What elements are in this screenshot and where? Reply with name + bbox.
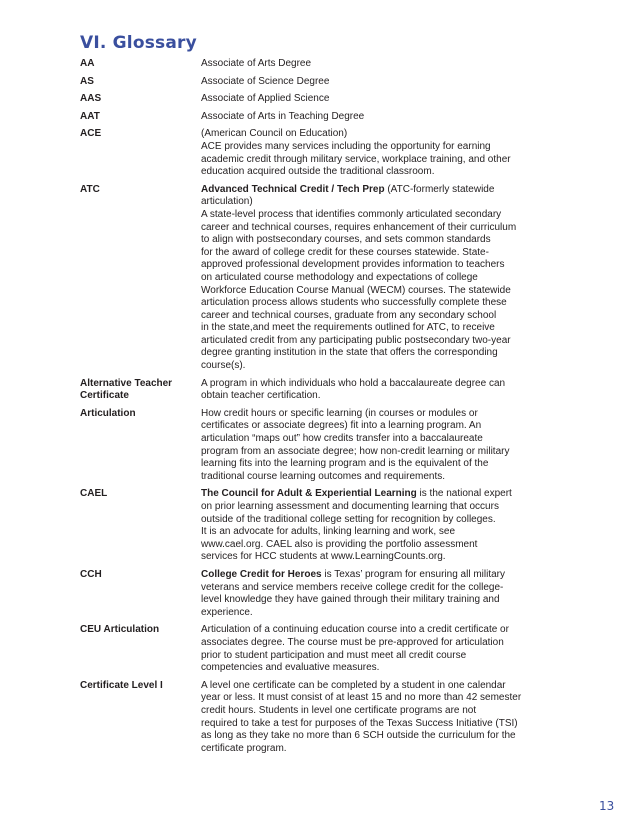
definition-text: career and technical courses, graduate from any secondary school <box>201 309 497 321</box>
definition-text: services for HCC students at www.LearningCounts.org. <box>201 551 446 563</box>
definition-line <box>201 76 560 89</box>
definition-text: level knowledge they have gained through their military training and <box>201 594 500 606</box>
definition-paragraph <box>201 408 560 484</box>
glossary-definition <box>201 58 560 71</box>
definition-text: in the state,and meet the requirements outlined for ATC, to receive <box>201 322 495 334</box>
glossary-entry <box>80 569 560 619</box>
glossary-entry <box>80 184 560 373</box>
definition-line <box>201 322 560 335</box>
definition-paragraph <box>201 624 560 674</box>
definition-paragraph <box>201 141 560 179</box>
definition-text: certificate program. <box>201 742 287 754</box>
glossary-term <box>80 58 201 71</box>
definition-line <box>201 680 560 693</box>
definition-text: prior to student participation and must meet all credit course <box>201 649 467 661</box>
definition-text: is Texas’ program for ensuring all military <box>321 568 505 580</box>
definition-line <box>201 662 560 675</box>
definition-text: on prior learning assessment and documenting learning that occurs <box>201 501 499 512</box>
definition-text: on articulated course methodology and expectations of college <box>201 271 478 283</box>
definition-text: learning fits into the learning program and is the equivalent of the <box>201 458 489 470</box>
term-line: ACE <box>80 128 102 140</box>
glossary-term <box>80 184 201 373</box>
definition-line <box>201 184 560 197</box>
definition-text: veterans and service members receive college credit for the college- <box>201 581 504 593</box>
definition-line <box>201 433 560 446</box>
bold-term-text: College Credit for Heroes <box>201 568 322 580</box>
definition-line <box>201 58 560 71</box>
glossary-entry <box>80 378 560 403</box>
definition-text: It is an advocate for adults, linking learning and work, see <box>201 526 456 538</box>
glossary-entry <box>80 680 560 756</box>
definition-text: www.cael.org. CAEL also is providing the portfolio assessment <box>201 538 478 550</box>
definition-line <box>201 471 560 484</box>
term-line: CAEL <box>80 488 108 500</box>
definition-text: (ATC-formerly statewide <box>384 183 495 195</box>
glossary-entry <box>80 408 560 484</box>
definition-line <box>201 607 560 620</box>
definition-text: certificates or associate degrees) fit into a learning program. An <box>201 420 482 432</box>
definition-line <box>201 128 560 141</box>
definition-line <box>201 624 560 637</box>
definition-text: program from an associate degree; how non-credit learning or military <box>201 445 510 457</box>
glossary-entry <box>80 111 560 124</box>
glossary-term <box>80 488 201 564</box>
definition-text: articulation “maps out” how credits transfer into a baccalaureate <box>201 433 483 445</box>
term-line: Certificate <box>80 390 129 402</box>
definition-line <box>201 347 560 360</box>
definition-text: academic credit through military service, workplace training, and other <box>201 153 511 165</box>
definition-line <box>201 335 560 348</box>
definition-text: Associate of Arts in Teaching Degree <box>201 110 365 122</box>
definition-text: articulated credit from any participating public postsecondary two-year <box>201 334 511 346</box>
definition-line <box>201 446 560 459</box>
definition-line <box>201 222 560 235</box>
definition-line <box>201 360 560 373</box>
glossary-definition <box>201 624 560 674</box>
definition-text: articulation) <box>201 196 253 208</box>
definition-line <box>201 247 560 260</box>
definition-paragraph <box>201 378 560 403</box>
definition-text: Articulation of a continuing education course into a credit certificate or <box>201 624 509 636</box>
definition-text: A level one certificate can be completed by a student in one calendar <box>201 679 506 691</box>
definition-text: year or less. It must consist of at least 15 and no more than 42 semester <box>201 692 522 704</box>
glossary-term <box>80 680 201 756</box>
definition-paragraph <box>201 184 560 209</box>
definition-text: approved professional development provides information to teachers <box>201 259 505 271</box>
definition-line <box>201 285 560 298</box>
definition-line <box>201 408 560 421</box>
definition-line <box>201 594 560 607</box>
term-line: ATC <box>80 183 100 195</box>
definition-text: Associate of Applied Science <box>201 93 330 105</box>
definition-text: competencies and evaluative measures. <box>201 662 380 674</box>
definition-text: A state-level process that identifies commonly articulated secondary <box>201 208 502 220</box>
glossary-list <box>80 58 560 760</box>
definition-line <box>201 420 560 433</box>
definition-text: outside of the traditional college setting for recognition by colleges. <box>201 513 496 525</box>
definition-line <box>201 196 560 209</box>
definition-line <box>201 297 560 310</box>
definition-line <box>201 718 560 731</box>
definition-text: career and technical courses, requires enhancement of their curriculum <box>201 221 517 233</box>
definition-paragraph <box>201 128 560 141</box>
definition-line <box>201 551 560 564</box>
glossary-definition <box>201 128 560 178</box>
definition-text: experience. <box>201 606 253 618</box>
definition-text: articulation process allows students who successfully complete these <box>201 297 507 309</box>
definition-paragraph <box>201 488 560 564</box>
page-number: 13 <box>599 799 615 813</box>
definition-line <box>201 582 560 595</box>
definition-text: Associate of Science Degree <box>201 75 330 87</box>
definition-text: (American Council on Education) <box>201 128 348 140</box>
definition-line <box>201 539 560 552</box>
definition-line <box>201 743 560 756</box>
definition-paragraph <box>201 58 560 71</box>
glossary-entry <box>80 93 560 106</box>
definition-line <box>201 637 560 650</box>
definition-line <box>201 514 560 527</box>
glossary-term <box>80 111 201 124</box>
glossary-definition <box>201 488 560 564</box>
term-line: Alternative Teacher <box>80 377 173 389</box>
term-line: CEU Articulation <box>80 624 160 636</box>
glossary-definition <box>201 680 560 756</box>
bold-term-text: The Council for Adult & Experiential Learning <box>201 488 417 500</box>
term-line: AA <box>80 58 95 69</box>
definition-text: credit hours. Students in level one certificate programs are not <box>201 704 477 716</box>
definition-line <box>201 390 560 403</box>
bold-term-text: Advanced Technical Credit / Tech Prep <box>201 183 385 195</box>
glossary-term <box>80 569 201 619</box>
glossary-entry <box>80 76 560 89</box>
term-line: Articulation <box>80 407 136 419</box>
definition-line <box>201 458 560 471</box>
definition-text: How credit hours or specific learning (in courses or modules or <box>201 407 478 419</box>
glossary-term <box>80 624 201 674</box>
definition-line <box>201 259 560 272</box>
term-line: AAS <box>80 93 102 105</box>
definition-line <box>201 234 560 247</box>
term-line: AAT <box>80 110 100 122</box>
definition-text: is the national expert <box>416 488 512 500</box>
term-line: Certificate Level I <box>80 679 163 691</box>
definition-text: ACE provides many services including the opportunity for earning <box>201 140 491 152</box>
definition-text: for the award of college credit for these courses statewide. State- <box>201 246 489 258</box>
definition-text: course(s). <box>201 360 246 372</box>
glossary-entry <box>80 488 560 564</box>
definition-line <box>201 692 560 705</box>
definition-line <box>201 526 560 539</box>
definition-line <box>201 730 560 743</box>
definition-line <box>201 209 560 222</box>
definition-line <box>201 310 560 323</box>
definition-text: Associate of Arts Degree <box>201 58 312 69</box>
definition-line <box>201 488 560 501</box>
definition-text: traditional course learning outcomes and requirements. <box>201 470 446 482</box>
glossary-term <box>80 378 201 403</box>
definition-line <box>201 93 560 106</box>
definition-text: as long as they take no more than 6 SCH outside the curriculum for the <box>201 730 516 742</box>
definition-paragraph <box>201 76 560 89</box>
definition-paragraph <box>201 93 560 106</box>
definition-paragraph <box>201 569 560 619</box>
definition-line <box>201 378 560 391</box>
definition-line <box>201 141 560 154</box>
glossary-definition <box>201 76 560 89</box>
definition-text: degree granting institution in the state that offers the corresponding <box>201 347 498 359</box>
definition-paragraph <box>201 111 560 124</box>
definition-paragraph <box>201 680 560 756</box>
definition-text: A program in which individuals who hold a baccalaureate degree can <box>201 377 506 389</box>
definition-line <box>201 166 560 179</box>
page-title: VI. Glossary <box>80 33 197 53</box>
definition-line <box>201 111 560 124</box>
definition-paragraph <box>201 209 560 373</box>
glossary-term <box>80 76 201 89</box>
definition-line <box>201 272 560 285</box>
definition-text: Workforce Education Course Manual (WECM) courses. The statewide <box>201 284 511 296</box>
definition-text: obtain teacher certification. <box>201 390 321 402</box>
glossary-definition <box>201 378 560 403</box>
glossary-definition <box>201 93 560 106</box>
glossary-definition <box>201 184 560 373</box>
glossary-entry <box>80 128 560 178</box>
definition-text: associates degree. The course must be pre-approved for articulation <box>201 636 504 648</box>
definition-line <box>201 650 560 663</box>
definition-text: required to take a test for purposes of the Texas Success Initiative (TSI) <box>201 717 518 729</box>
glossary-entry <box>80 58 560 71</box>
definition-line <box>201 569 560 582</box>
glossary-term <box>80 93 201 106</box>
glossary-definition <box>201 111 560 124</box>
definition-line <box>201 501 560 514</box>
definition-line <box>201 705 560 718</box>
term-line: AS <box>80 75 94 87</box>
glossary-term <box>80 408 201 484</box>
glossary-entry <box>80 624 560 674</box>
glossary-definition <box>201 408 560 484</box>
glossary-term <box>80 128 201 178</box>
term-line: CCH <box>80 568 102 580</box>
definition-text: to align with postsecondary courses, and sets common standards <box>201 234 491 246</box>
definition-text: education acquired outside the traditional classroom. <box>201 166 435 178</box>
glossary-definition <box>201 569 560 619</box>
definition-line <box>201 154 560 167</box>
